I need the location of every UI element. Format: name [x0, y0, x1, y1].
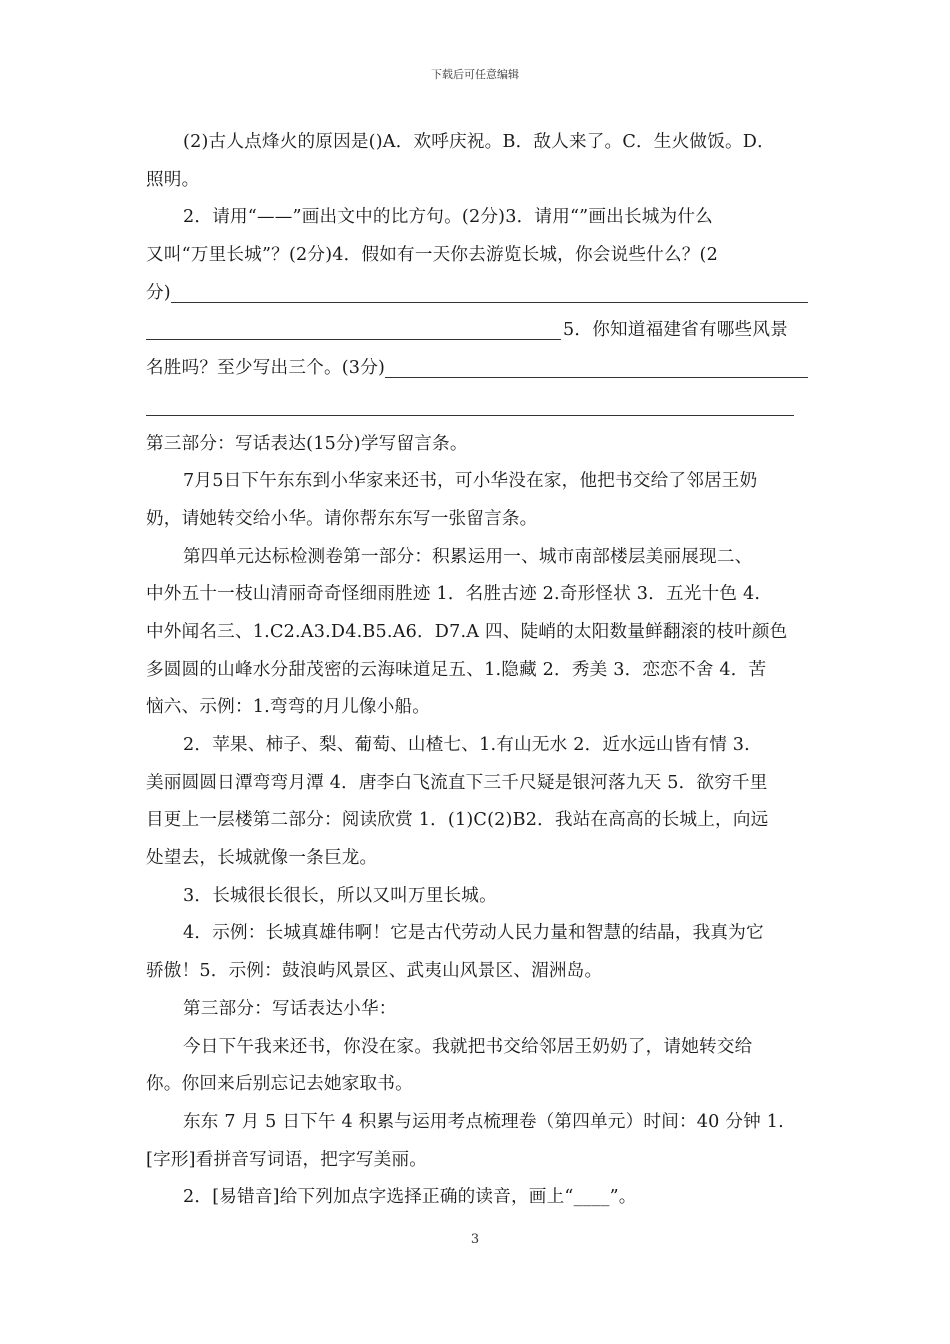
text-line: 美丽圆圆日潭弯弯月潭 4．唐李白飞流直下三千尺疑是银河落九天 5．欲穷千里	[146, 772, 768, 793]
answer-line-row	[146, 388, 808, 426]
answer-line-row	[146, 350, 808, 388]
text-line: 2．请用“——”画出文中的比方句。(2分)3．请用“”画出长城为什么	[183, 207, 713, 228]
text-line: [字形]看拼音写词语，把字写美丽。	[146, 1149, 428, 1170]
answer-blank	[171, 301, 808, 303]
text-line: 今日下午我来还书，你没在家。我就把书交给邻居王奶奶了，请她转交给	[183, 1036, 753, 1057]
text-line: 7月5日下午东东到小华家来还书，可小华没在家，他把书交给了邻居王奶	[183, 471, 758, 492]
answer-line-row	[146, 312, 808, 350]
page-header: 下载后可任意编辑	[431, 68, 519, 81]
text-line: 又叫“万里长城”？(2分)4．假如有一天你去游览长城，你会说些什么？(2	[146, 245, 718, 266]
text-line: 第四单元达标检测卷第一部分：积累运用一、城市南部楼层美丽展现二、	[183, 546, 753, 567]
text-line: 3．长城很长很长，所以又叫万里长城。	[183, 885, 497, 906]
answer-line-row	[146, 275, 808, 313]
text-line: 中外五十一枝山清丽奇奇怪细雨胜迹 1．名胜古迹 2.奇形怪状 3．五光十色 4.	[146, 584, 761, 605]
answer-blank	[146, 414, 794, 416]
text-line: 4．示例：长城真雄伟啊！它是古代劳动人民力量和智慧的结晶，我真为它	[183, 923, 764, 944]
text-line: 奶，请她转交给小华。请你帮东东写一张留言条。	[146, 508, 538, 529]
page-number: 3	[470, 1232, 480, 1247]
text-line: 你。你回来后别忘记去她家取书。	[146, 1074, 413, 1095]
text-line: 东东 7 月 5 日下午 4 积累与运用考点梳理卷（第四单元）时间：40 分钟 1.	[183, 1111, 784, 1132]
text-line: 照明。	[146, 169, 200, 190]
text-line: 5．你知道福建省有哪些风景	[563, 320, 788, 341]
text-line: 名胜吗？至少写出三个。(3分)	[146, 358, 386, 379]
text-line: 2．[易错音]给下列加点字选择正确的读音，画上“____”。	[183, 1187, 637, 1208]
text-line: 2．苹果、柿子、梨、葡萄、山楂七、1.有山无水 2．近水远山皆有情 3.	[183, 735, 750, 755]
text-line: 处望去，长城就像一条巨龙。	[146, 848, 378, 869]
text-line: 目更上一层楼第二部分：阅读欣赏 1．(1)C(2)B2．我站在高高的长城上，向远	[146, 810, 769, 831]
section-heading: 第三部分：写话表达(15分)学写留言条。	[146, 433, 468, 454]
document-body	[146, 124, 808, 1217]
text-line: (2)古人点烽火的原因是()A．欢呼庆祝。B．敌人来了。C．生火做饭。D．	[183, 132, 775, 152]
text-line: 恼六、示例：1.弯弯的月儿像小船。	[146, 697, 431, 718]
text-line: 中外闻名三、1.C2.A3.D4.B5.A6．D7.A 四、陡峭的太阳数量鲜翻滚的枝叶颜色	[146, 621, 788, 642]
section-heading: 第三部分：写话表达小华：	[183, 998, 397, 1019]
answer-blank	[385, 376, 808, 378]
text-line: 多圆圆的山峰水分甜茂密的云海味道足五、1.隐藏 2．秀美 3．恋恋不舍 4．苦	[146, 659, 767, 680]
answer-blank	[146, 338, 561, 340]
text-line: 骄傲！5．示例：鼓浪屿风景区、武夷山风景区、湄洲岛。	[146, 961, 603, 982]
text-line: 分)	[146, 282, 171, 303]
